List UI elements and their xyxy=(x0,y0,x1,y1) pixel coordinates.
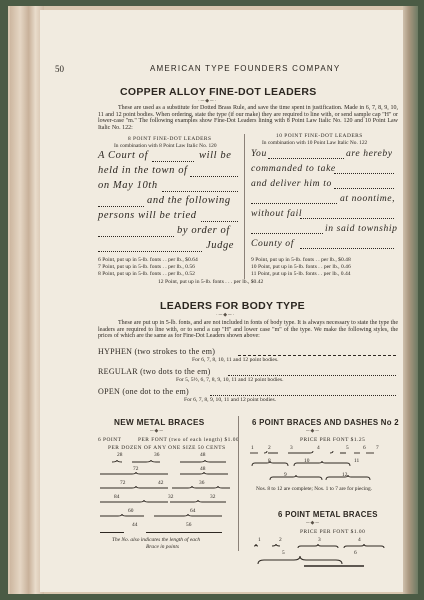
leader-line-r7a: County of xyxy=(251,238,294,249)
left-price-1: 6 Point, put up in 5-lb. fonts . . per lb., $0.64 xyxy=(98,257,198,263)
brace-36: 36 xyxy=(154,452,160,458)
bd-4: 4 xyxy=(317,445,320,451)
left-column-sub: In combination with 8 Point Law Italic No. 120 xyxy=(114,143,217,149)
leader-line-r6b: in said township xyxy=(325,223,398,234)
regular-style-name: REGULAR (two dots to the em) xyxy=(98,367,211,376)
brace-60: 60 xyxy=(128,508,134,514)
brace-64: 64 xyxy=(190,508,196,514)
brace-44: 44 xyxy=(132,522,138,528)
leader-line-r1a: You xyxy=(251,148,267,159)
column-divider xyxy=(244,134,245,279)
braces-dashes-title: 6 POINT BRACES AND DASHES No 2 xyxy=(252,418,399,427)
bd-7: 7 xyxy=(376,445,379,451)
brace-28: 28 xyxy=(117,452,123,458)
bd-6: 6 xyxy=(363,445,366,451)
brace-72b: 72 xyxy=(120,480,126,486)
metal-braces-note-1: The No. also indicates the length of each xyxy=(112,537,201,543)
brace-48: 48 xyxy=(200,452,206,458)
bd-12: 12 xyxy=(342,472,348,478)
leader-line-2a: held in the town of xyxy=(98,165,188,176)
brace-42: 42 xyxy=(158,480,164,486)
braces-dashes-note: Nos. 8 to 12 are complete; Nos. 1 to 7 are for piecing. xyxy=(256,486,373,492)
title-ornament: ·─◆─· xyxy=(198,99,218,104)
leader-line-r3a: and deliver him to xyxy=(251,178,332,189)
bottom-price: 12 Point, put up in 5-lb. fonts . . . per lb., $0.42 xyxy=(158,279,264,285)
pb-3: 3 xyxy=(318,537,321,543)
brace-48b: 48 xyxy=(200,466,206,472)
leader-line-4b: and the following xyxy=(147,195,231,206)
metal-braces-note-2: Brace in points xyxy=(146,544,179,550)
leader-line-r2a: commanded to take xyxy=(251,163,336,174)
left-price-3: 8 Point, put up in 5-lb. fonts . . per lb., 0.52 xyxy=(98,271,195,277)
bd-2: 2 xyxy=(268,445,271,451)
pb-5: 5 xyxy=(282,550,285,556)
bd-5: 5 xyxy=(346,445,349,451)
right-column-heading: 10 POINT FINE-DOT LEADERS xyxy=(276,133,363,139)
right-price-2: 10 Point, put up in 5-lb. fonts . . per lb., 0.46 xyxy=(251,264,351,270)
brace-56: 56 xyxy=(186,522,192,528)
book-binding-edge xyxy=(403,6,418,594)
metal-braces-title: NEW METAL BRACES xyxy=(114,418,205,427)
regular-style-bodies: For 5, 5½, 6, 7, 8, 9, 10, 11 and 12 point bodies. xyxy=(176,377,284,383)
leader-line-1b: will be xyxy=(199,150,232,161)
leader-line-6b: by order of xyxy=(177,225,230,236)
pb-6: 6 xyxy=(354,550,357,556)
point-braces-samples xyxy=(250,542,390,572)
fine-dot-intro: These are used as a substitute for Dotted Brass Rule, and save the time spent in justification. Made in 6, 7, 8, 9, 10, 11 and 12 point bodies. When ordering, state the type (if our make) they are required to line with, or send sample cap "H" or lower-case "m." The following examples show Fine-Dot Leaders lining with 8 Point Law Italic No. 120 and 10 Point Law Italic No. 122: xyxy=(98,105,398,131)
pb-1: 1 xyxy=(258,537,261,543)
leader-line-5a: persons will be tried xyxy=(98,210,197,221)
running-head: AMERICAN TYPE FOUNDERS COMPANY xyxy=(150,64,341,73)
metal-braces-price: PER FONT (two of each length) $1.00 xyxy=(138,437,240,443)
page-number: 50 xyxy=(55,64,64,74)
title-ornament-4: ─◆─ xyxy=(306,429,320,434)
bd-9: 9 xyxy=(284,472,287,478)
leader-line-3a: on May 10th xyxy=(98,180,158,191)
bd-11: 11 xyxy=(354,458,360,464)
right-price-3: 11 Point, put up in 5-lb. fonts . . per lb., 0.44 xyxy=(251,271,351,277)
brace-32: 32 xyxy=(168,494,174,500)
hyphen-style-name: HYPHEN (two strokes to the em) xyxy=(98,347,216,356)
left-price-2: 7 Point, put up in 5-lb. fonts . . per lb., 0.56 xyxy=(98,264,195,270)
body-type-intro: These are put up in 5-lb. fonts, and are not included in fonts of body type. It is always necessary to state the type the leaders are required to line with, or to send a cap "H" and lower case "m" of the type. We make the following styles, the prices of which are the same as for Fine-Dot Leaders shown above: xyxy=(98,320,398,340)
left-column-heading: 8 POINT FINE-DOT LEADERS xyxy=(128,136,212,142)
column-divider-2 xyxy=(238,416,239,551)
section-title-body-type: LEADERS FOR BODY TYPE xyxy=(160,300,305,312)
catalog-page xyxy=(40,10,403,592)
title-ornament-3: ─◆─ xyxy=(150,429,164,434)
leader-line-r1b: are hereby xyxy=(346,148,393,159)
open-style-name: OPEN (one dot to the em) xyxy=(98,387,189,396)
brace-36b: 36 xyxy=(199,480,205,486)
leader-line-r4b: at noontime, xyxy=(340,193,396,204)
bd-8: 8 xyxy=(268,458,271,464)
hyphen-style-bodies: For 6, 7, 8, 10, 11 and 12 point bodies. xyxy=(192,357,279,363)
metal-braces-dozen: PER DOZEN OF ANY ONE SIZE 50 CENTS xyxy=(108,445,226,451)
section-title-fine-dot: COPPER ALLOY FINE-DOT LEADERS xyxy=(120,86,317,98)
right-price-1: 9 Point, put up in 5-lb. fonts . . per lb., $0.48 xyxy=(251,257,351,263)
title-ornament-5: ─◆─ xyxy=(306,521,320,526)
point-metal-braces-title: 6 POINT METAL BRACES xyxy=(278,510,378,519)
title-ornament-2: ·─◆─· xyxy=(216,313,236,318)
leader-line-7b: Judge xyxy=(206,240,235,251)
brace-84: 84 xyxy=(114,494,120,500)
leader-line-r5a: without fail xyxy=(251,208,303,219)
brace-32b: 32 xyxy=(210,494,216,500)
bd-3: 3 xyxy=(290,445,293,451)
pb-2: 2 xyxy=(279,537,282,543)
metal-braces-point: 6 POINT xyxy=(98,437,122,443)
leader-line-1a: A Court of xyxy=(98,150,149,161)
metal-braces-samples xyxy=(96,450,234,522)
brace-72: 72 xyxy=(133,466,139,472)
braces-dashes-price: PRICE PER FONT $1.25 xyxy=(300,437,366,443)
pb-4: 4 xyxy=(358,537,361,543)
open-style-bodies: For 6, 7, 8, 9, 10, 11 and 12 point bodies. xyxy=(184,397,277,403)
book-page-stack xyxy=(10,6,44,594)
bd-1: 1 xyxy=(251,445,254,451)
point-braces-price: PRICE PER FONT $1.00 xyxy=(300,529,366,535)
right-column-sub: In combination with 10 Point Law Italic No. 122 xyxy=(262,140,368,146)
bd-10: 10 xyxy=(304,458,310,464)
